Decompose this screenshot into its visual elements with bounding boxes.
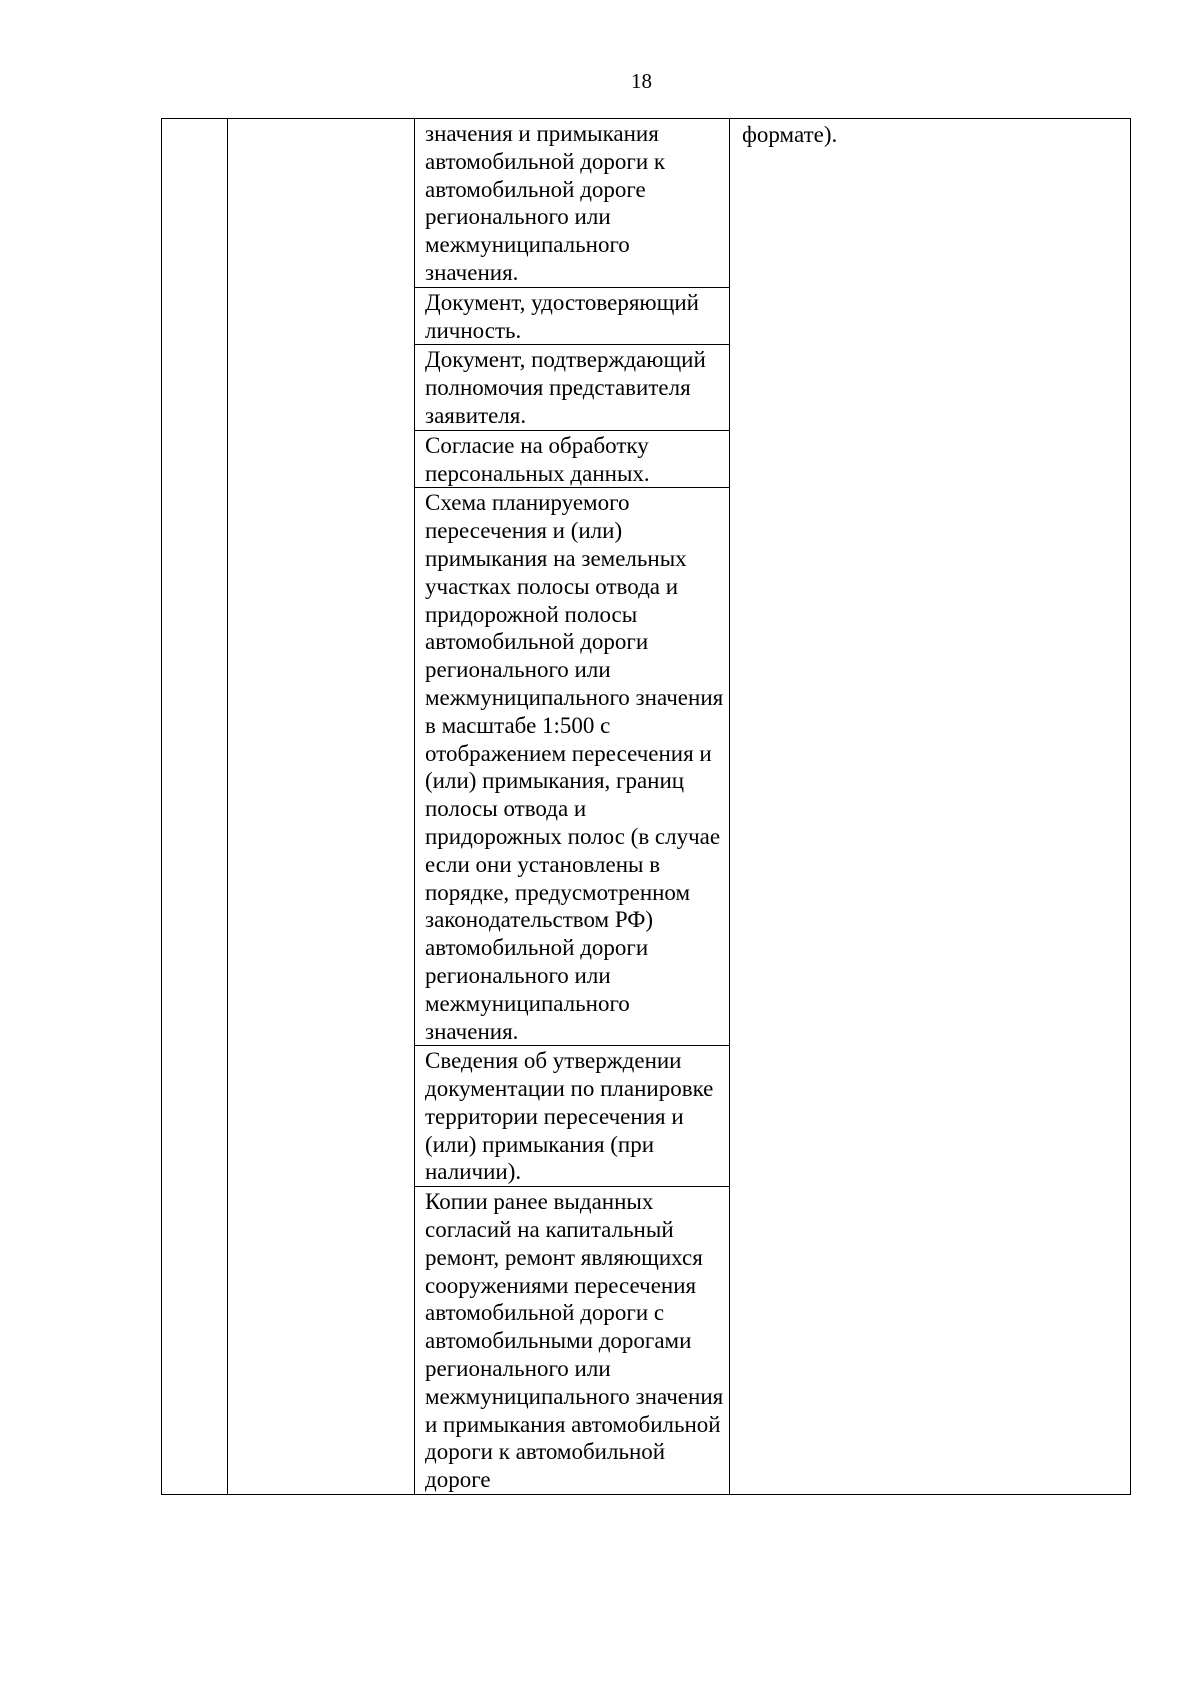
page-number: 18 (631, 69, 652, 93)
document-item: Документ, удостоверяющий личность. (415, 288, 729, 346)
table-cell-documents (415, 119, 730, 1495)
table-row (162, 119, 1131, 1495)
table-cell-number (162, 119, 228, 1495)
format-text: формате). (742, 122, 838, 147)
requirements-table (161, 118, 1131, 1495)
document-item: Копии ранее выданных согласий на капитальный ремонт, ремонт являющихся сооружениями пересечения автомобильной дороги с автомобильными дорогами регионального или межмуниципального значения и примыкания автомобильной дороги к автомобильной дороге (425, 1189, 724, 1493)
table-cell-service (228, 119, 415, 1495)
document-item: Схема планируемого пересечения и (или) примыкания на земельных участках полосы отвода и придорожной полосы автомобильной дороги регионального или межмуниципального значения в масштабе 1:500 с отображением пересечения и (или) примыкания, границ полосы отвода и придорожных полос (в случае если они установлены в порядке, предусмотренном законодательством РФ) автомобильной дороги регионального или межмуниципального значения. (415, 488, 729, 1046)
table-cell-format (730, 119, 1131, 1495)
document-item: Документ, подтверждающий полномочия представителя заявителя. (415, 345, 729, 430)
document-item: значения и примыкания автомобильной дороги к автомобильной дороге регионального или межмуниципального значения. (415, 119, 729, 288)
document-item: Согласие на обработку персональных данных. (415, 431, 729, 489)
document-item: Сведения об утверждении документации по планировке территории пересечения и (или) примыкания (при наличии). (415, 1046, 729, 1187)
